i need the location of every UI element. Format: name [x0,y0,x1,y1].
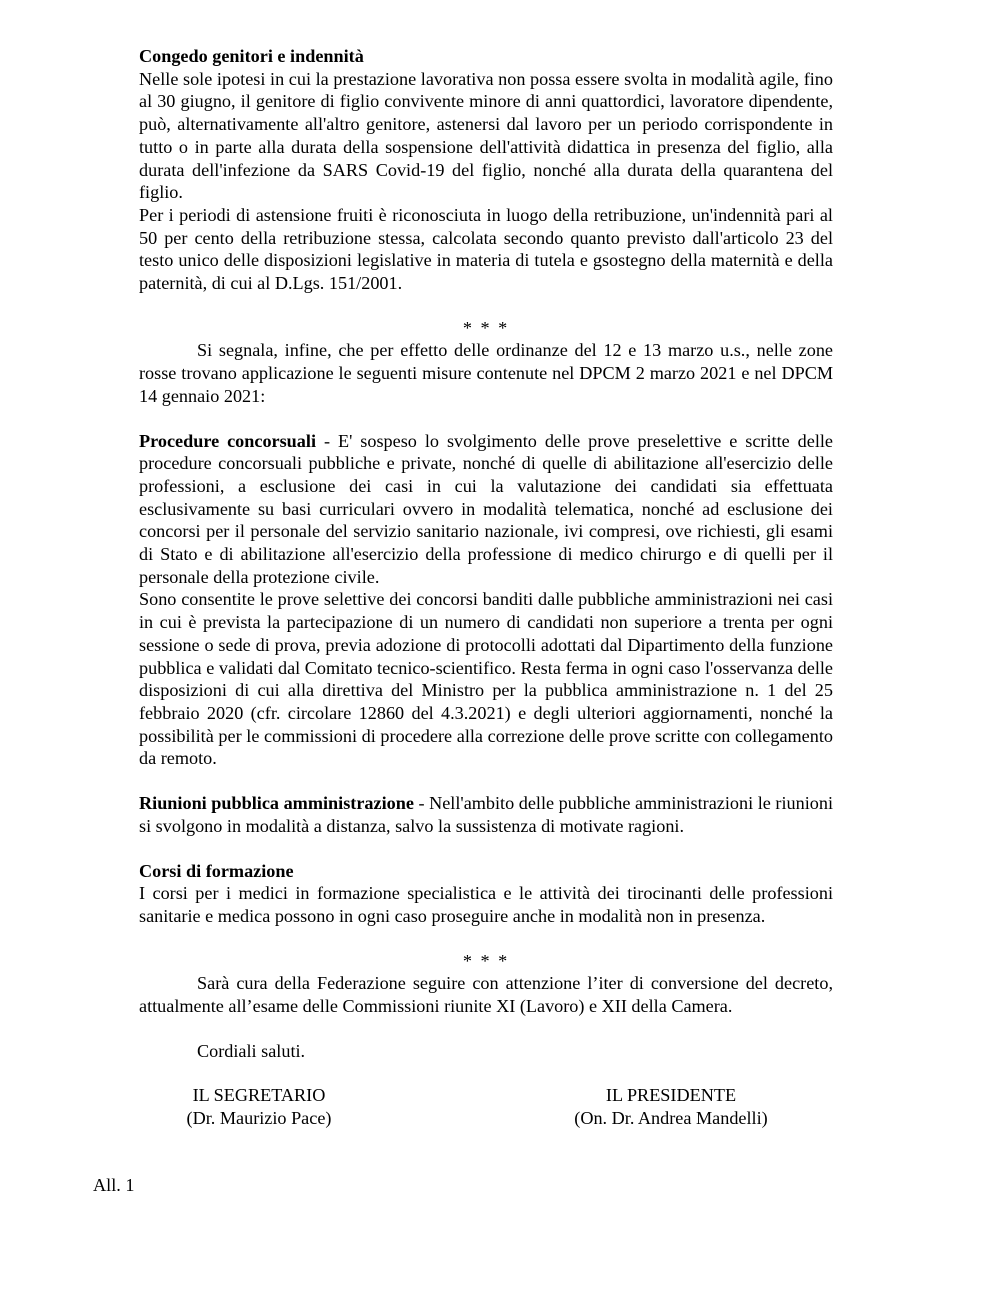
separator-stars: * * * [462,950,510,971]
procedure-paragraph-1 [139,430,833,589]
signature-name: (On. Dr. Andrea Mandelli) [574,1108,768,1129]
signature-title: IL SEGRETARIO [192,1085,326,1106]
riunioni-paragraph [139,792,833,837]
section-heading-procedure: Procedure concorsuali [139,430,317,451]
congedo-paragraph-1: Nelle sole ipotesi in cui la prestazione lavorativa non possa essere svolta in modalità agile, fino al 30 giugno, il genitore di figlio convivente minore di anni quattordici, lavoratore dipendente, può, alternativamente all'altro genitore, astenersi dal lavoro per un periodo corrispondente in tutto o in parte alla durata della sospensione dell'attività didattica in presenza del figlio, alla durata dell'infezione da SARS Covid-19 del figlio, nonché alla durata della quarantena del figlio. [139,68,833,203]
closing-salutation: Cordiali saluti. [197,1040,306,1061]
section-heading-corsi: Corsi di formazione [139,860,294,881]
signature-presidente [551,1084,791,1129]
signature-title: IL PRESIDENTE [605,1085,737,1106]
section-heading-riunioni: Riunioni pubblica amministrazione [139,793,414,814]
riunioni-text: - Nell'ambito delle pubbliche amministrazioni le riunioni si svolgono in modalità a distanza, salvo la sussistenza di motivate ragioni. [139,793,833,836]
attachment-label: All. 1 [93,1175,135,1195]
procedure-paragraph-2: Sono consentite le prove selettive dei concorsi banditi dalle pubbliche amministrazioni nei casi in cui è prevista la partecipazione di un numero di candidati non superiore a trenta per ogni sessione o sede di prova, previa adozione di protocolli adottati dal Dipartimento della funzione pubblica e validati dal Comitato tecnico-scientifico. Resta ferma in ogni caso l'osservanza delle disposizioni di cui alla direttiva del Ministro per la pubblica amministrazione n. 1 del 25 febbraio 2020 (cfr. circolare 12860 del 4.3.2021) e degli ulteriori aggiornamenti, nonché la possibilità per le commissioni di procedere alla correzione delle prove scritte con collegamento da remoto. [139,589,833,769]
corsi-paragraph: I corsi per i medici in formazione specialistica e le attività dei tirocinanti delle professioni sanitarie e medica possono in ogni caso proseguire anche in modalità non in presenza. [139,883,833,926]
procedure-paragraph-1-text: - E' sospeso lo svolgimento delle prove preselettive e scritte delle procedure concorsuali pubbliche e private, nonché di quelle di abilitazione all'esercizio delle professioni, a esclusione dei casi in cui la valutazione dei candidati sia effettuata esclusivamente su basi curriculari ovvero in modalità telematica, nonché ad esclusione dei concorsi per il personale del servizio sanitario nazionale, ivi compresi, ove richiesti, gli esami di Stato e di abilitazione all'esercizio della professione di medico chirurgo e di quelli per il personale della protezione civile. [139,430,833,587]
signature-name: (Dr. Maurizio Pace) [186,1108,332,1129]
intro-paragraph: Si segnala, infine, che per effetto delle ordinanze del 12 e 13 marzo u.s., nelle zone rosse trovano applicazione le seguenti misure contenute nel DPCM 2 marzo 2021 e nel DPCM 14 gennaio 2021: [139,340,833,406]
separator-stars: * * * [462,317,510,338]
signature-segretario [159,1084,359,1129]
letter-body [139,45,833,1132]
federazione-paragraph: Sarà cura della Federazione seguire con attenzione l’iter di conversione del decreto, attualmente all’esame delle Commissioni riunite XI (Lavoro) e XII della Camera. [139,973,833,1017]
section-heading-congedo: Congedo genitori e indennità [139,46,364,66]
signature-block [139,1084,833,1132]
congedo-paragraph-2: Per i periodi di astensione fruiti è riconosciuta in luogo della retribuzione, un'indennità pari al 50 per cento della retribuzione stessa, calcolata secondo quanto previsto dall'articolo 23 del testo unico delle disposizioni legislative in materia di tutela e gsostegno della maternità e della paternità, di cui al D.Lgs. 151/2001. [139,204,833,294]
